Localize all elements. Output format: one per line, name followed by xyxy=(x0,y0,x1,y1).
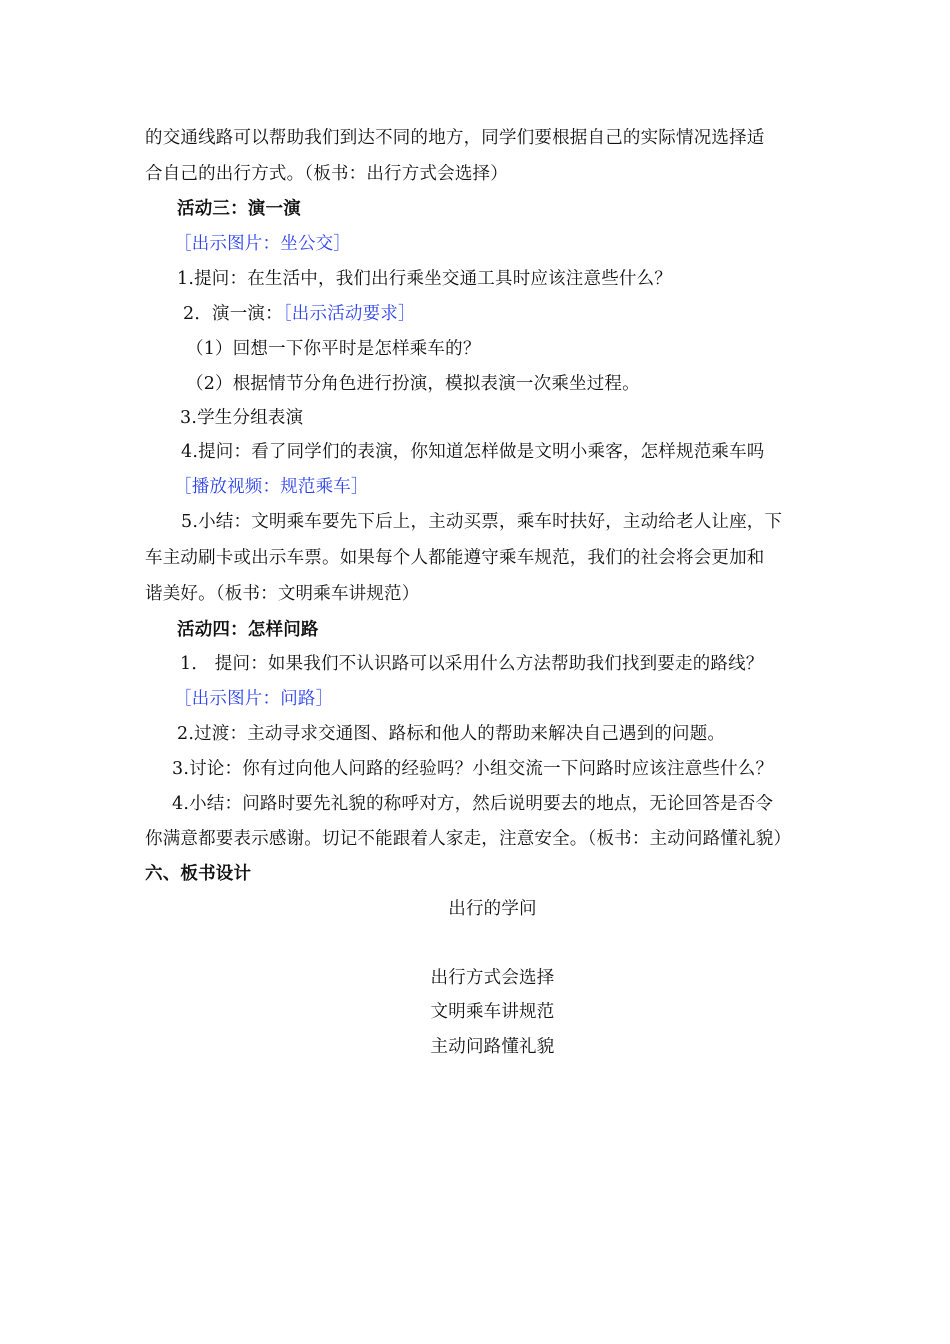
step-1-ask-way: 1． 提问：如果我们不认识路可以采用什么方法帮助我们找到要走的路线？ xyxy=(180,654,764,674)
board-title: 出行的学问 xyxy=(448,899,537,919)
play-video: ［播放视频：规范乘车］ xyxy=(174,477,369,497)
show-picture-ask-way: ［出示图片：问路］ xyxy=(174,689,334,709)
board-item-1: 出行方式会选择 xyxy=(430,968,555,988)
step-4-summary-line-2: 你满意都要表示感谢。切记不能跟着人家走，注意安全。（板书：主动问路懂礼貌） xyxy=(145,829,792,849)
step-2-transition: 2.过渡：主动寻求交通图、路标和他人的帮助来解决自己遇到的问题。 xyxy=(177,724,726,744)
para-line-1: 的交通线路可以帮助我们到达不同的地方，同学们要根据自己的实际情况选择适 xyxy=(145,128,765,148)
step-4-question: 4.提问：看了同学们的表演，你知道怎样做是文明小乘客，怎样规范乘车吗 xyxy=(181,442,765,462)
step-3-discussion: 3.讨论：你有过向他人问路的经验吗？小组交流一下问路时应该注意些什么？ xyxy=(172,759,774,779)
step-5-summary-line-3: 谐美好。（板书：文明乘车讲规范） xyxy=(145,584,420,604)
step-5-summary-line-1: 5.小结：文明乘车要先下后上，主动买票，乘车时扶好，主动给老人让座，下 xyxy=(181,512,783,532)
step-5-summary-line-2: 车主动刷卡或出示车票。如果每个人都能遵守乘车规范，我们的社会将会更加和 xyxy=(145,548,765,568)
heading-activity-3: 活动三：演一演 xyxy=(177,199,301,219)
heading-activity-4: 活动四：怎样问路 xyxy=(177,620,319,640)
step-2-label: 2．演一演： xyxy=(183,304,283,324)
step-1-question: 1.提问：在生活中，我们出行乘坐交通工具时应该注意些什么？ xyxy=(177,269,672,289)
show-picture-bus: ［出示图片：坐公交］ xyxy=(174,234,351,254)
show-activity-requirements: ［出示活动要求］ xyxy=(282,304,416,324)
step-4-summary-line-1: 4.小结：问路时要先礼貌的称呼对方，然后说明要去的地点，无论回答是否令 xyxy=(172,794,774,814)
step-2-act xyxy=(183,302,416,326)
heading-board-design: 六、板书设计 xyxy=(145,864,252,884)
step-3: 3.学生分组表演 xyxy=(180,408,304,428)
sub-item-1: （1）回想一下你平时是怎样乘车的？ xyxy=(186,339,481,359)
board-item-2: 文明乘车讲规范 xyxy=(430,1002,555,1022)
para-line-2: 合自己的出行方式。（板书：出行方式会选择） xyxy=(145,164,508,184)
sub-item-2: （2）根据情节分角色进行扮演，模拟表演一次乘坐过程。 xyxy=(186,374,640,394)
board-item-3: 主动问路懂礼貌 xyxy=(430,1037,555,1057)
